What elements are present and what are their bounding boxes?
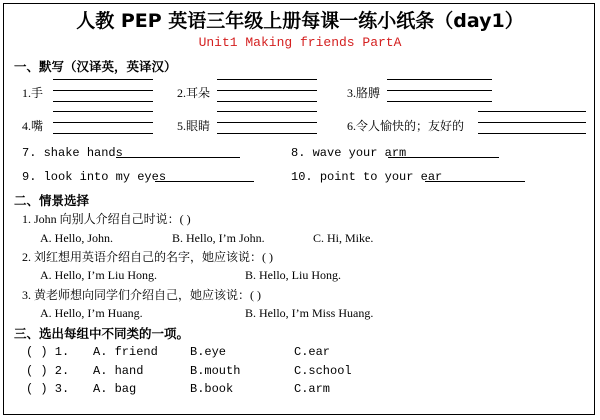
question-2-stem: 2. 刘红想用英语介绍自己的名字，她应该说：( ) <box>22 250 273 264</box>
dictation-item-10-num: 10. <box>291 170 313 184</box>
worksheet-title: 人教 PEP 英语三年级上册每课一练小纸条（day1） <box>76 10 524 32</box>
answer-line[interactable] <box>478 122 586 123</box>
dictation-item-2-text: 耳朵 <box>186 86 211 100</box>
dictation-item-3-text: 胳膊 <box>356 86 381 100</box>
answer-line[interactable] <box>155 181 254 182</box>
answer-line[interactable] <box>387 79 492 80</box>
answer-line[interactable] <box>217 101 317 102</box>
answer-line[interactable] <box>387 101 492 102</box>
dictation-item-4 <box>22 117 43 134</box>
group-3-option-a: A. bag <box>93 382 137 396</box>
dictation-item-5-text: 眼睛 <box>186 119 211 133</box>
group-2-option-c: C.school <box>294 364 352 378</box>
group-2-option-a: A. hand <box>93 364 144 378</box>
dictation-item-6 <box>347 117 464 134</box>
answer-line[interactable] <box>53 79 153 80</box>
dictation-item-5 <box>177 117 210 134</box>
group-2-prefix[interactable]: ( ) 2. <box>26 364 70 378</box>
dictation-item-5-num: 5. <box>177 119 186 133</box>
dictation-item-7-text: shake hands <box>43 146 123 160</box>
question-1-option-c[interactable]: C. Hi, Mike. <box>313 231 374 245</box>
answer-line[interactable] <box>53 90 153 91</box>
group-3-option-b: B.book <box>190 382 234 396</box>
group-3-prefix[interactable]: ( ) 3. <box>26 382 70 396</box>
section2-heading: 二、情景选择 <box>14 193 90 208</box>
dictation-item-1 <box>22 84 43 101</box>
dictation-item-3-num: 3. <box>347 86 356 100</box>
dictation-item-4-text: 嘴 <box>31 119 44 133</box>
dictation-item-9 <box>22 170 166 184</box>
question-3-option-a[interactable]: A. Hello, I’m Huang. <box>40 306 143 320</box>
answer-line[interactable] <box>217 79 317 80</box>
question-1-stem: 1. John 向别人介绍自己时说：( ) <box>22 212 191 226</box>
question-3-option-b[interactable]: B. Hello, I’m Miss Huang. <box>245 306 374 320</box>
dictation-item-1-text: 手 <box>31 86 44 100</box>
answer-line[interactable] <box>53 122 153 123</box>
group-3-option-c: C.arm <box>294 382 331 396</box>
answer-line[interactable] <box>53 101 153 102</box>
answer-line[interactable] <box>478 133 586 134</box>
answer-line[interactable] <box>478 111 586 112</box>
dictation-item-9-num: 9. <box>22 170 37 184</box>
dictation-item-9-text: look into my eyes <box>43 170 167 184</box>
dictation-item-6-text: 令人愉快的；友好的 <box>356 119 465 133</box>
dictation-item-6-num: 6. <box>347 119 356 133</box>
section3-heading: 三、选出每组中不同类的一项。 <box>14 326 190 341</box>
dictation-item-3 <box>347 84 380 101</box>
dictation-item-8-num: 8. <box>291 146 306 160</box>
dictation-item-10 <box>291 170 442 184</box>
question-2-option-a[interactable]: A. Hello, I’m Liu Hong. <box>40 268 157 282</box>
answer-line[interactable] <box>53 111 153 112</box>
group-2-option-b: B.mouth <box>190 364 241 378</box>
dictation-item-7-num: 7. <box>22 146 37 160</box>
dictation-item-7 <box>22 146 123 160</box>
answer-line[interactable] <box>116 157 240 158</box>
dictation-item-8-text: wave your arm <box>312 146 407 160</box>
dictation-item-1-num: 1. <box>22 86 31 100</box>
answer-line[interactable] <box>387 90 492 91</box>
worksheet-subtitle: Unit1 Making friends PartA <box>198 35 402 50</box>
dictation-item-2-num: 2. <box>177 86 186 100</box>
answer-line[interactable] <box>217 133 317 134</box>
group-1-option-a: A. friend <box>93 345 158 359</box>
group-1-option-b: B.eye <box>190 345 227 359</box>
answer-line[interactable] <box>217 122 317 123</box>
dictation-item-2 <box>177 84 210 101</box>
group-1-prefix[interactable]: ( ) 1. <box>26 345 70 359</box>
section1-heading: 一、默写（汉译英，英译汉） <box>14 59 177 74</box>
answer-line[interactable] <box>425 181 525 182</box>
question-1-option-a[interactable]: A. Hello, John. <box>40 231 113 245</box>
dictation-item-4-num: 4. <box>22 119 31 133</box>
worksheet <box>3 3 595 415</box>
question-1-option-b[interactable]: B. Hello, I’m John. <box>172 231 265 245</box>
question-3-stem: 3. 黄老师想向同学们介绍自己，她应该说：( ) <box>22 288 261 302</box>
question-2-option-b[interactable]: B. Hello, Liu Hong. <box>245 268 341 282</box>
group-1-option-c: C.ear <box>294 345 331 359</box>
answer-line[interactable] <box>217 111 317 112</box>
answer-line[interactable] <box>53 133 153 134</box>
answer-line[interactable] <box>217 90 317 91</box>
dictation-item-10-text: point to your ear <box>319 170 443 184</box>
answer-line[interactable] <box>388 157 499 158</box>
